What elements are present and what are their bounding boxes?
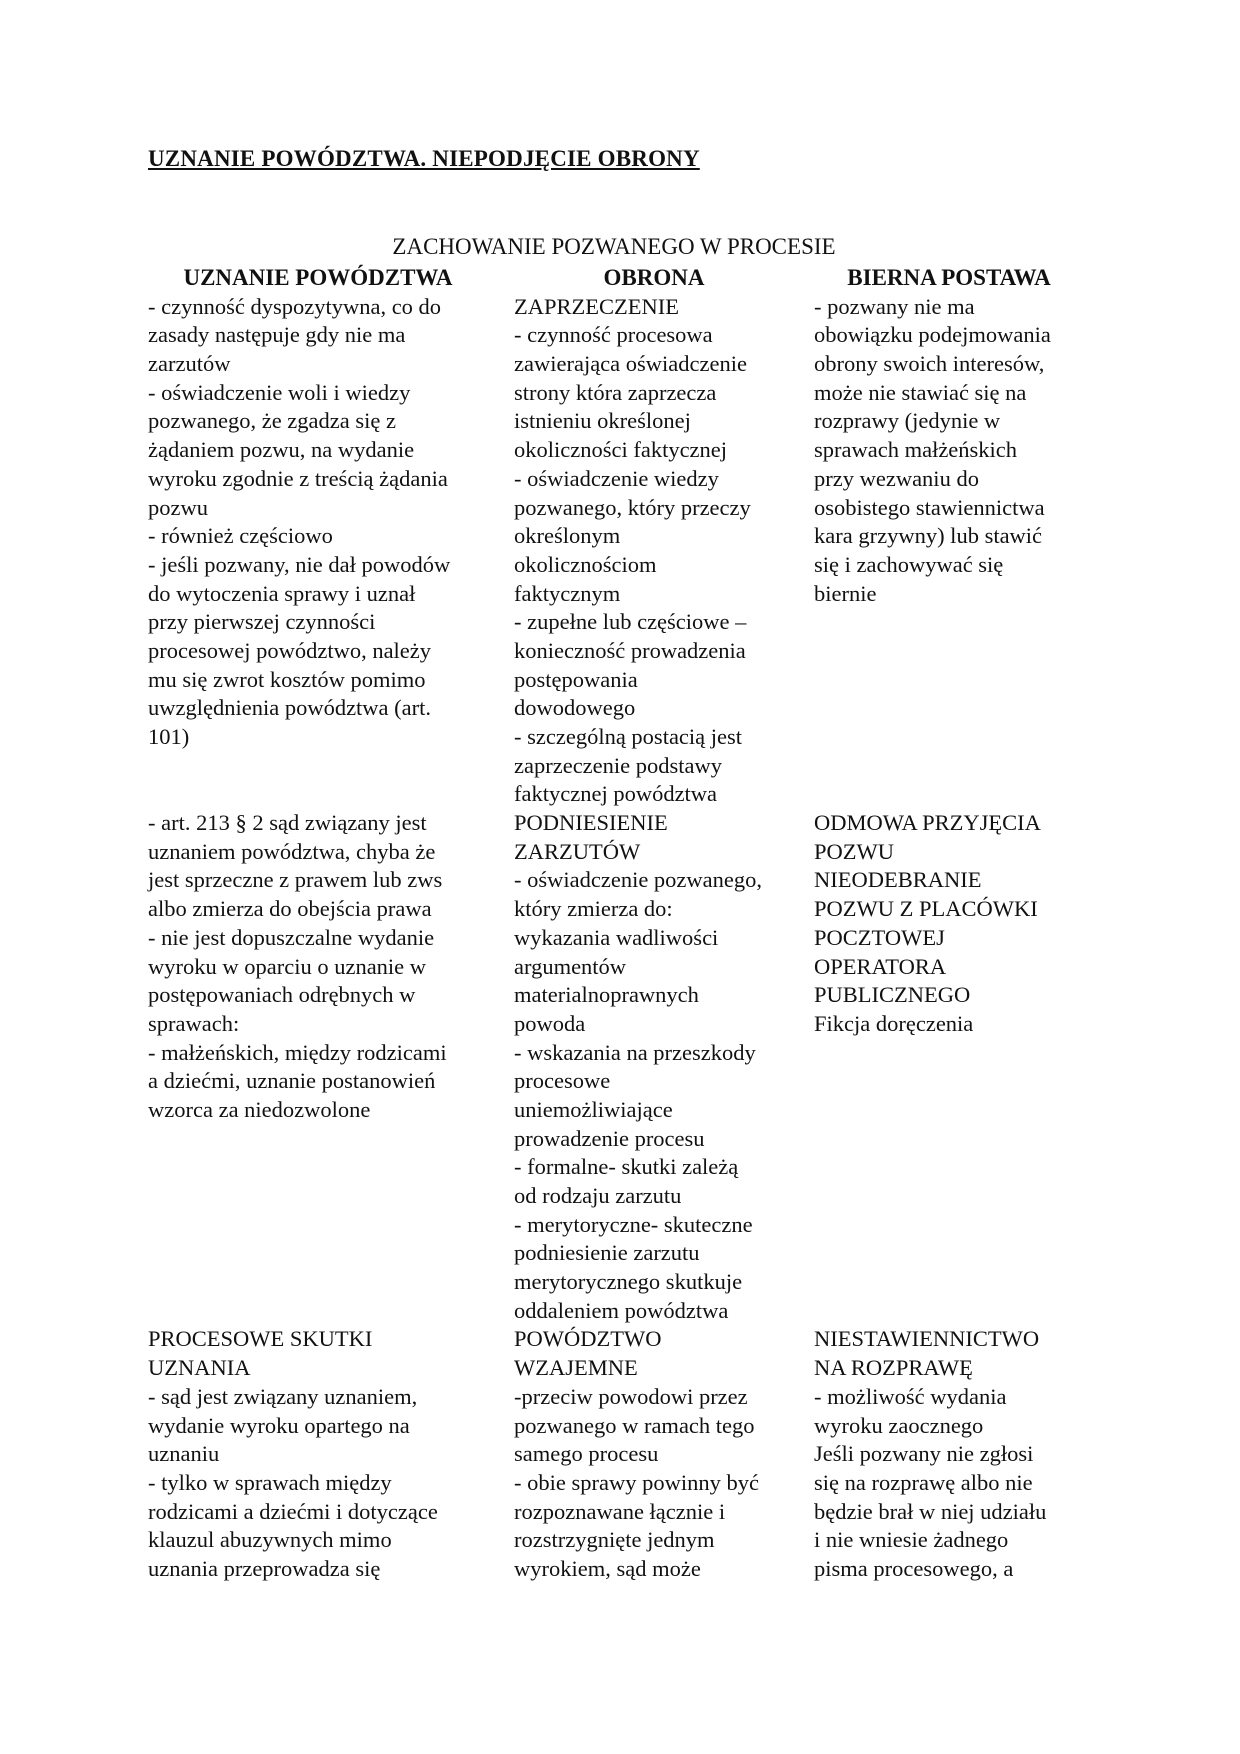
text-line: określonym <box>514 523 621 549</box>
text-line: procesowej powództwo, należy <box>148 637 432 663</box>
text-line: wzorca za niedozwolone <box>148 1096 371 1122</box>
text-line: UZNANIA <box>148 1355 251 1381</box>
text-line: i nie wniesie żadnego <box>814 1527 1009 1553</box>
text-line: wyroku zaocznego <box>814 1412 984 1438</box>
text-line: - wskazania na przeszkody <box>514 1039 756 1065</box>
text-line: - możliwość wydania <box>814 1383 1007 1409</box>
text-line: merytorycznego skutkuje <box>514 1269 743 1295</box>
text-line: uwzględnienia powództwa (art. <box>148 695 432 721</box>
text-line: istnieniu określonej <box>514 408 691 434</box>
text-line: do wytoczenia sprawy i uznał <box>148 580 416 606</box>
text-line <box>814 1239 1084 1268</box>
column-heading: OBRONA <box>603 265 705 290</box>
text-line <box>148 1211 488 1240</box>
column-body <box>514 293 794 1584</box>
text-line: ZARZUTÓW <box>514 838 641 864</box>
text-line <box>814 694 1084 723</box>
text-line: pozwu <box>148 494 208 520</box>
text-line: okoliczności faktycznej <box>514 437 728 463</box>
text-line <box>148 1125 488 1154</box>
text-line: zarzutów <box>148 351 231 377</box>
text-line: - oświadczenie wiedzy <box>514 465 719 491</box>
text-line: Jeśli pozwany nie zgłosi <box>814 1441 1034 1467</box>
text-line: - tylko w sprawach między <box>148 1469 392 1495</box>
text-line: Fikcja doręczenia <box>814 1010 974 1036</box>
text-line: rozstrzygnięte jednym <box>514 1527 715 1553</box>
text-line <box>814 780 1084 809</box>
text-line: OPERATORA <box>814 953 947 979</box>
text-line: argumentów <box>514 953 627 979</box>
text-line: przy pierwszej czynności <box>148 609 376 635</box>
text-line: POZWU Z PLACÓWKI <box>814 896 1038 922</box>
text-line: pozwanego, który przeczy <box>514 494 751 520</box>
text-line <box>148 1182 488 1211</box>
text-line: PROCESOWE SKUTKI <box>148 1326 373 1352</box>
text-line: WZAJEMNE <box>514 1355 638 1381</box>
text-line: PODNIESIENIE <box>514 810 668 836</box>
text-line: - czynność procesowa <box>514 322 713 348</box>
text-line: postępowania <box>514 666 638 692</box>
text-line: żądaniem pozwu, na wydanie <box>148 437 415 463</box>
text-line: NIESTAWIENNICTWO <box>814 1326 1040 1352</box>
text-line <box>814 1211 1084 1240</box>
text-line <box>814 1039 1084 1068</box>
text-line <box>814 1067 1084 1096</box>
text-line: - obie sprawy powinny być <box>514 1469 759 1495</box>
text-line: rozprawy (jedynie w <box>814 408 1001 434</box>
text-line: wykazania wadliwości <box>514 924 719 950</box>
text-line: od rodzaju zarzutu <box>514 1183 682 1208</box>
text-line: który zmierza do: <box>514 896 673 922</box>
text-line: - czynność dyspozytywna, co do <box>148 293 442 319</box>
text-line <box>814 1153 1084 1182</box>
text-line: - szczególną postacią jest <box>514 724 743 749</box>
text-line: uniemożliwiające <box>514 1096 673 1122</box>
text-line <box>148 1268 488 1297</box>
text-line <box>814 1125 1084 1154</box>
text-line: obrony swoich interesów, <box>814 351 1045 377</box>
text-line: 101) <box>148 724 190 749</box>
text-line: uznaniem powództwa, chyba że <box>148 838 436 864</box>
text-line: oddaleniem powództwa <box>514 1297 729 1323</box>
column-obrona <box>514 264 794 1584</box>
column-uznanie-powodztwa <box>148 264 488 1584</box>
text-line: pisma procesowego, a <box>814 1555 1014 1581</box>
text-line: albo zmierza do obejścia prawa <box>148 896 432 922</box>
text-line: przy wezwaniu do <box>814 465 979 491</box>
text-line: sprawach: <box>148 1010 240 1036</box>
text-line <box>148 1153 488 1182</box>
text-line: POZWU <box>814 838 894 864</box>
column-heading: UZNANIE POWÓDZTWA <box>183 265 453 290</box>
text-line: - małżeńskich, między rodzicami <box>148 1039 447 1065</box>
text-line: może nie stawiać się na <box>814 379 1027 405</box>
text-line: samego procesu <box>514 1441 659 1467</box>
text-line: kara grzywny) lub stawić <box>814 523 1043 549</box>
text-line <box>814 1297 1084 1326</box>
text-line: - jeśli pozwany, nie dał powodów <box>148 551 451 577</box>
text-line: się na rozprawę albo nie <box>814 1469 1033 1495</box>
text-line <box>814 723 1084 752</box>
column-heading: BIERNA POSTAWA <box>847 265 1051 290</box>
text-line: PUBLICZNEGO <box>814 982 971 1008</box>
text-line <box>148 780 488 809</box>
text-line: a dziećmi, uznanie postanowień <box>148 1068 436 1094</box>
text-line <box>814 666 1084 695</box>
text-line: wyroku w oparciu o uznanie w <box>148 953 427 979</box>
text-line: NA ROZPRAWĘ <box>814 1355 973 1381</box>
text-line: - oświadczenie woli i wiedzy <box>148 379 411 405</box>
text-line: wyrokiem, sąd może <box>514 1555 701 1581</box>
text-line: faktycznej powództwa <box>514 781 718 807</box>
text-line: wydanie wyroku opartego na <box>148 1412 410 1438</box>
text-line: rozpoznawane łącznie i <box>514 1498 726 1524</box>
text-line <box>814 637 1084 666</box>
text-line: - również częściowo <box>148 523 333 549</box>
text-line <box>814 1182 1084 1211</box>
text-line: materialnoprawnych <box>514 982 699 1008</box>
text-line: zaprzeczenie podstawy <box>514 752 723 778</box>
text-line: uznania przeprowadza się <box>148 1555 381 1581</box>
text-line: - art. 213 § 2 sąd związany jest <box>148 810 427 836</box>
text-line: biernie <box>814 580 877 606</box>
text-line: - sąd jest związany uznaniem, <box>148 1383 418 1409</box>
text-line: zawierająca oświadczenie <box>514 351 747 377</box>
column-bierna-postawa <box>814 264 1084 1584</box>
text-line: NIEODEBRANIE <box>814 867 982 893</box>
text-line: klauzul abuzywnych mimo <box>148 1527 392 1553</box>
text-line: ZAPRZECZENIE <box>514 293 679 319</box>
text-line <box>814 752 1084 781</box>
text-line: podniesienie zarzutu <box>514 1240 700 1266</box>
document-title: UZNANIE POWÓDZTWA. NIEPODJĘCIE OBRONY <box>148 146 700 171</box>
text-line: prowadzenie procesu <box>514 1125 705 1151</box>
text-line: konieczność prowadzenia <box>514 637 746 663</box>
text-line: - pozwany nie ma <box>814 293 975 319</box>
text-line: zasady następuje gdy nie ma <box>148 322 406 348</box>
text-line <box>814 608 1084 637</box>
text-line: powoda <box>514 1010 586 1036</box>
text-line <box>814 1268 1084 1297</box>
document-subtitle: ZACHOWANIE POZWANEGO W PROCESIE <box>392 234 836 259</box>
text-line: obowiązku podejmowania <box>814 322 1051 348</box>
text-line: dowodowego <box>514 695 636 721</box>
text-line: wyroku zgodnie z treścią żądania <box>148 465 448 491</box>
text-line: okolicznościom <box>514 551 657 577</box>
text-line: mu się zwrot kosztów pomimo <box>148 666 426 692</box>
text-line: pozwanego w ramach tego <box>514 1412 755 1438</box>
text-line <box>148 1297 488 1326</box>
text-line <box>148 1239 488 1268</box>
text-line: pozwanego, że zgadza się z <box>148 408 396 434</box>
text-line: -przeciw powodowi przez <box>514 1383 748 1409</box>
text-line: - formalne- skutki zależą <box>514 1154 739 1180</box>
text-line: sprawach małżeńskich <box>814 437 1018 463</box>
text-line: procesowe <box>514 1068 611 1094</box>
text-line <box>148 752 488 781</box>
text-line <box>814 1096 1084 1125</box>
text-line: postępowaniach odrębnych w <box>148 982 416 1008</box>
text-line: jest sprzeczne z prawem lub zws <box>148 867 443 893</box>
text-line: ODMOWA PRZYJĘCIA <box>814 810 1041 836</box>
text-line: strony która zaprzecza <box>514 379 717 405</box>
text-line: POWÓDZTWO <box>514 1326 662 1352</box>
text-line: uznaniu <box>148 1441 220 1467</box>
column-body <box>814 293 1084 1584</box>
text-line: rodzicami a dziećmi i dotyczące <box>148 1498 438 1524</box>
text-line: - zupełne lub częściowe – <box>514 609 747 635</box>
text-line: - merytoryczne- skuteczne <box>514 1211 753 1237</box>
text-line: - nie jest dopuszczalne wydanie <box>148 924 435 950</box>
column-body <box>148 293 488 1584</box>
text-line: się i zachowywać się <box>814 551 1004 577</box>
text-line: faktycznym <box>514 580 621 606</box>
text-line: POCZTOWEJ <box>814 924 945 950</box>
text-line: będzie brał w niej udziału <box>814 1498 1047 1524</box>
text-line: osobistego stawiennictwa <box>814 494 1045 520</box>
text-line: - oświadczenie pozwanego, <box>514 867 763 893</box>
